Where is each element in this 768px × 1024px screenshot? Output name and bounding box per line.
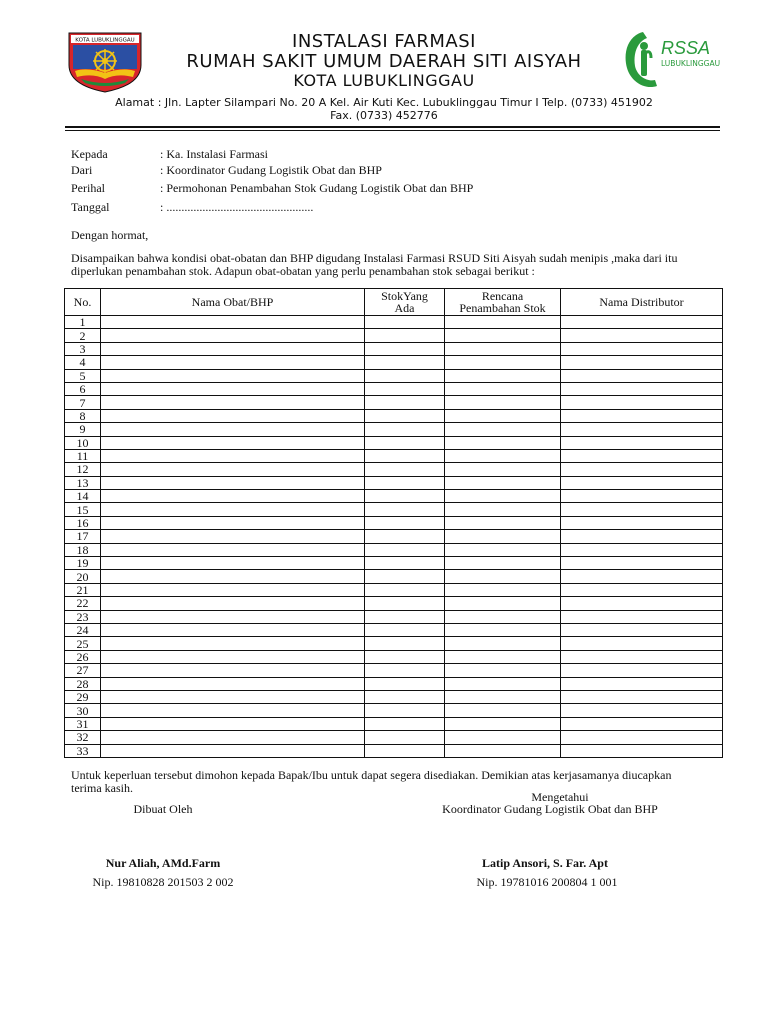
cell-nama bbox=[101, 704, 365, 717]
col-header-rencana bbox=[445, 289, 561, 316]
cell-nama bbox=[101, 530, 365, 543]
table-row bbox=[65, 382, 723, 395]
cell-distributor bbox=[561, 557, 723, 570]
cell-no: 6 bbox=[65, 382, 101, 395]
cell-stok bbox=[365, 423, 445, 436]
hospital-logo bbox=[621, 28, 731, 92]
stock-request-table bbox=[64, 288, 723, 758]
table-body bbox=[65, 316, 723, 758]
table-row bbox=[65, 677, 723, 690]
cell-rencana bbox=[445, 731, 561, 744]
cell-rencana bbox=[445, 449, 561, 462]
cell-distributor bbox=[561, 369, 723, 382]
cell-stok bbox=[365, 704, 445, 717]
cell-rencana bbox=[445, 650, 561, 663]
cell-rencana bbox=[445, 610, 561, 623]
table-row bbox=[65, 744, 723, 757]
cell-stok bbox=[365, 516, 445, 529]
cell-no: 11 bbox=[65, 449, 101, 462]
memo-perihal-value: : Permohonan Penambahan Stok Gudang Logistik Obat dan BHP bbox=[160, 181, 474, 195]
signature-right-prefix: Mengetahui bbox=[531, 790, 589, 804]
cell-rencana bbox=[445, 664, 561, 677]
cell-rencana bbox=[445, 382, 561, 395]
table-row bbox=[65, 731, 723, 744]
cell-nama bbox=[101, 543, 365, 556]
cell-stok bbox=[365, 583, 445, 596]
table-row bbox=[65, 396, 723, 409]
cell-distributor bbox=[561, 690, 723, 703]
cell-no: 13 bbox=[65, 476, 101, 489]
cell-stok bbox=[365, 476, 445, 489]
cell-rencana bbox=[445, 436, 561, 449]
table-row bbox=[65, 570, 723, 583]
table-row bbox=[65, 717, 723, 730]
cell-no: 17 bbox=[65, 530, 101, 543]
cell-distributor bbox=[561, 623, 723, 636]
table-row bbox=[65, 329, 723, 342]
cell-no: 20 bbox=[65, 570, 101, 583]
cell-distributor bbox=[561, 329, 723, 342]
memo-kepada-label: Kepada bbox=[71, 147, 108, 161]
cell-distributor bbox=[561, 503, 723, 516]
cell-nama bbox=[101, 690, 365, 703]
cell-nama bbox=[101, 329, 365, 342]
table-row bbox=[65, 342, 723, 355]
cell-rencana bbox=[445, 409, 561, 422]
table-row bbox=[65, 557, 723, 570]
cell-distributor bbox=[561, 664, 723, 677]
table-row bbox=[65, 449, 723, 462]
cell-nama bbox=[101, 463, 365, 476]
cell-stok bbox=[365, 637, 445, 650]
cell-no: 18 bbox=[65, 543, 101, 556]
table-row bbox=[65, 623, 723, 636]
header-address: Alamat : Jln. Lapter Silampari No. 20 A Kel. Air Kuti Kec. Lubuklinggau Timur I Telp. (0733) 451902 bbox=[115, 96, 653, 109]
closing-line1: Untuk keperluan tersebut dimohon kepada Bapak/Ibu untuk dapat segera disediakan. Demikian atas kerjasamanya diucapkan bbox=[71, 768, 672, 782]
cell-rencana bbox=[445, 583, 561, 596]
table-row bbox=[65, 516, 723, 529]
signature-right-nip: Nip. 19781016 200804 1 001 bbox=[476, 875, 618, 889]
cell-no: 21 bbox=[65, 583, 101, 596]
cell-no: 7 bbox=[65, 396, 101, 409]
header-title-line2: RUMAH SAKIT UMUM DAERAH SITI AISYAH bbox=[186, 51, 582, 72]
cell-no: 16 bbox=[65, 516, 101, 529]
cell-rencana bbox=[445, 570, 561, 583]
cell-distributor bbox=[561, 356, 723, 369]
cell-nama bbox=[101, 623, 365, 636]
table-row bbox=[65, 423, 723, 436]
signature-right-title: Koordinator Gudang Logistik Obat dan BHP bbox=[442, 802, 658, 816]
cell-nama bbox=[101, 356, 365, 369]
signature-left-nip: Nip. 19810828 201503 2 002 bbox=[92, 875, 234, 889]
cell-nama bbox=[101, 342, 365, 355]
table-row bbox=[65, 369, 723, 382]
col-header-stok-line2: Ada bbox=[394, 301, 415, 315]
cell-distributor bbox=[561, 476, 723, 489]
cell-no: 10 bbox=[65, 436, 101, 449]
cell-no: 22 bbox=[65, 597, 101, 610]
cell-distributor bbox=[561, 570, 723, 583]
cell-no: 26 bbox=[65, 650, 101, 663]
table-row bbox=[65, 690, 723, 703]
memo-tanggal-value: : ................................................. bbox=[160, 200, 314, 214]
cell-rencana bbox=[445, 516, 561, 529]
col-header-nama: Nama Obat/BHP bbox=[101, 289, 365, 316]
cell-nama bbox=[101, 664, 365, 677]
cell-no: 32 bbox=[65, 731, 101, 744]
cell-stok bbox=[365, 436, 445, 449]
table-row bbox=[65, 490, 723, 503]
cell-nama bbox=[101, 409, 365, 422]
table-row bbox=[65, 503, 723, 516]
table-row bbox=[65, 463, 723, 476]
cell-rencana bbox=[445, 329, 561, 342]
cell-stok bbox=[365, 744, 445, 757]
cell-rencana bbox=[445, 463, 561, 476]
cell-distributor bbox=[561, 396, 723, 409]
memo-dari-value: : Koordinator Gudang Logistik Obat dan BHP bbox=[160, 163, 382, 177]
cell-no: 5 bbox=[65, 369, 101, 382]
cell-rencana bbox=[445, 690, 561, 703]
cell-nama bbox=[101, 396, 365, 409]
cell-rencana bbox=[445, 637, 561, 650]
cell-rencana bbox=[445, 396, 561, 409]
cell-stok bbox=[365, 356, 445, 369]
signature-right-name: Latip Ansori, S. Far. Apt bbox=[482, 856, 608, 870]
cell-no: 33 bbox=[65, 744, 101, 757]
cell-rencana bbox=[445, 543, 561, 556]
cell-nama bbox=[101, 382, 365, 395]
cell-rencana bbox=[445, 342, 561, 355]
cell-rencana bbox=[445, 597, 561, 610]
cell-stok bbox=[365, 342, 445, 355]
cell-rencana bbox=[445, 530, 561, 543]
cell-distributor bbox=[561, 342, 723, 355]
cell-distributor bbox=[561, 610, 723, 623]
greeting: Dengan hormat, bbox=[71, 228, 149, 242]
cell-nama bbox=[101, 677, 365, 690]
cell-stok bbox=[365, 557, 445, 570]
table-header-row bbox=[65, 289, 723, 316]
col-header-stok-line1: StokYang bbox=[381, 289, 428, 303]
cell-no: 14 bbox=[65, 490, 101, 503]
cell-distributor bbox=[561, 731, 723, 744]
cell-rencana bbox=[445, 744, 561, 757]
cell-no: 4 bbox=[65, 356, 101, 369]
header-fax: Fax. (0733) 452776 bbox=[330, 109, 438, 122]
cell-stok bbox=[365, 449, 445, 462]
table-row bbox=[65, 530, 723, 543]
cell-rencana bbox=[445, 490, 561, 503]
intro-paragraph-line2: diperlukan penambahan stok. Adapun obat-obatan yang perlu penambahan stok sebagai berikut : bbox=[71, 264, 535, 278]
cell-distributor bbox=[561, 583, 723, 596]
hospital-logo-subtext: LUBUKLINGGAU bbox=[661, 59, 721, 68]
cell-stok bbox=[365, 369, 445, 382]
cell-distributor bbox=[561, 704, 723, 717]
cell-distributor bbox=[561, 637, 723, 650]
header-title-line3: KOTA LUBUKLINGGAU bbox=[293, 71, 475, 90]
cell-nama bbox=[101, 570, 365, 583]
memo-dari-label: Dari bbox=[71, 163, 93, 177]
cell-rencana bbox=[445, 677, 561, 690]
cell-stok bbox=[365, 530, 445, 543]
cell-stok bbox=[365, 503, 445, 516]
cell-stok bbox=[365, 329, 445, 342]
cell-no: 3 bbox=[65, 342, 101, 355]
cell-no: 8 bbox=[65, 409, 101, 422]
cell-rencana bbox=[445, 557, 561, 570]
cell-no: 2 bbox=[65, 329, 101, 342]
cell-nama bbox=[101, 650, 365, 663]
col-header-rencana-line2: Penambahan Stok bbox=[459, 301, 546, 315]
table-row bbox=[65, 610, 723, 623]
emblem-text: KOTA LUBUKLINGGAU bbox=[75, 37, 135, 44]
cell-rencana bbox=[445, 623, 561, 636]
cell-distributor bbox=[561, 597, 723, 610]
hospital-logo-text: RSSA bbox=[661, 38, 711, 58]
header-title-line1: INSTALASI FARMASI bbox=[292, 31, 476, 52]
cell-stok bbox=[365, 316, 445, 329]
table-row bbox=[65, 543, 723, 556]
cell-stok bbox=[365, 396, 445, 409]
cell-no: 30 bbox=[65, 704, 101, 717]
memo-tanggal-label: Tanggal bbox=[71, 200, 110, 214]
cell-no: 9 bbox=[65, 423, 101, 436]
table-row bbox=[65, 650, 723, 663]
cell-distributor bbox=[561, 543, 723, 556]
cell-rencana bbox=[445, 503, 561, 516]
cell-nama bbox=[101, 503, 365, 516]
cell-nama bbox=[101, 731, 365, 744]
cell-no: 1 bbox=[65, 316, 101, 329]
cell-stok bbox=[365, 409, 445, 422]
table-row bbox=[65, 476, 723, 489]
cell-distributor bbox=[561, 436, 723, 449]
cell-no: 29 bbox=[65, 690, 101, 703]
cell-no: 28 bbox=[65, 677, 101, 690]
cell-stok bbox=[365, 463, 445, 476]
cell-stok bbox=[365, 490, 445, 503]
cell-nama bbox=[101, 490, 365, 503]
cell-rencana bbox=[445, 717, 561, 730]
cell-distributor bbox=[561, 650, 723, 663]
cell-distributor bbox=[561, 449, 723, 462]
table-row bbox=[65, 356, 723, 369]
cell-nama bbox=[101, 583, 365, 596]
intro-paragraph-line1: Disampaikan bahwa kondisi obat-obatan dan BHP digudang Instalasi Farmasi RSUD Siti Aisyah sudah menipis ,maka dari itu bbox=[71, 251, 678, 265]
signature-left-title: Dibuat Oleh bbox=[133, 802, 193, 816]
header-rule-thick bbox=[65, 126, 720, 128]
cell-nama bbox=[101, 449, 365, 462]
table-row bbox=[65, 664, 723, 677]
table-row bbox=[65, 637, 723, 650]
cell-nama bbox=[101, 316, 365, 329]
cell-rencana bbox=[445, 704, 561, 717]
cell-rencana bbox=[445, 476, 561, 489]
cell-stok bbox=[365, 690, 445, 703]
cell-rencana bbox=[445, 356, 561, 369]
cell-no: 19 bbox=[65, 557, 101, 570]
cell-nama bbox=[101, 637, 365, 650]
cell-nama bbox=[101, 610, 365, 623]
cell-stok bbox=[365, 664, 445, 677]
cell-no: 23 bbox=[65, 610, 101, 623]
cell-rencana bbox=[445, 369, 561, 382]
cell-stok bbox=[365, 623, 445, 636]
table-row bbox=[65, 436, 723, 449]
cell-distributor bbox=[561, 316, 723, 329]
cell-no: 25 bbox=[65, 637, 101, 650]
col-header-rencana-line1: Rencana bbox=[481, 289, 524, 303]
table-row bbox=[65, 597, 723, 610]
cell-rencana bbox=[445, 316, 561, 329]
cell-nama bbox=[101, 597, 365, 610]
cell-distributor bbox=[561, 516, 723, 529]
col-header-distributor: Nama Distributor bbox=[561, 289, 723, 316]
cell-no: 27 bbox=[65, 664, 101, 677]
cell-nama bbox=[101, 717, 365, 730]
cell-stok bbox=[365, 610, 445, 623]
cell-distributor bbox=[561, 717, 723, 730]
cell-stok bbox=[365, 597, 445, 610]
cell-distributor bbox=[561, 423, 723, 436]
signature-left-name: Nur Aliah, AMd.Farm bbox=[105, 856, 221, 870]
cell-nama bbox=[101, 423, 365, 436]
cell-distributor bbox=[561, 677, 723, 690]
memo-kepada-value: : Ka. Instalasi Farmasi bbox=[160, 147, 268, 161]
cell-nama bbox=[101, 744, 365, 757]
cell-stok bbox=[365, 543, 445, 556]
closing-line2: terima kasih. bbox=[71, 781, 133, 795]
cell-no: 24 bbox=[65, 623, 101, 636]
cell-stok bbox=[365, 382, 445, 395]
col-header-no: No. bbox=[65, 289, 101, 316]
cell-nama bbox=[101, 369, 365, 382]
col-header-stok bbox=[365, 289, 445, 316]
cell-distributor bbox=[561, 744, 723, 757]
cell-distributor bbox=[561, 382, 723, 395]
cell-no: 12 bbox=[65, 463, 101, 476]
cell-stok bbox=[365, 650, 445, 663]
cell-rencana bbox=[445, 423, 561, 436]
cell-nama bbox=[101, 557, 365, 570]
cell-nama bbox=[101, 436, 365, 449]
cell-distributor bbox=[561, 530, 723, 543]
cell-stok bbox=[365, 731, 445, 744]
cell-nama bbox=[101, 516, 365, 529]
cell-stok bbox=[365, 677, 445, 690]
cell-distributor bbox=[561, 409, 723, 422]
table-row bbox=[65, 583, 723, 596]
cell-nama bbox=[101, 476, 365, 489]
table-row bbox=[65, 704, 723, 717]
memo-perihal-label: Perihal bbox=[71, 181, 105, 195]
cell-stok bbox=[365, 570, 445, 583]
table-row bbox=[65, 409, 723, 422]
cell-distributor bbox=[561, 490, 723, 503]
cell-no: 31 bbox=[65, 717, 101, 730]
cell-distributor bbox=[561, 463, 723, 476]
table-row bbox=[65, 316, 723, 329]
cell-no: 15 bbox=[65, 503, 101, 516]
header-rule-thin bbox=[65, 130, 720, 131]
cell-stok bbox=[365, 717, 445, 730]
